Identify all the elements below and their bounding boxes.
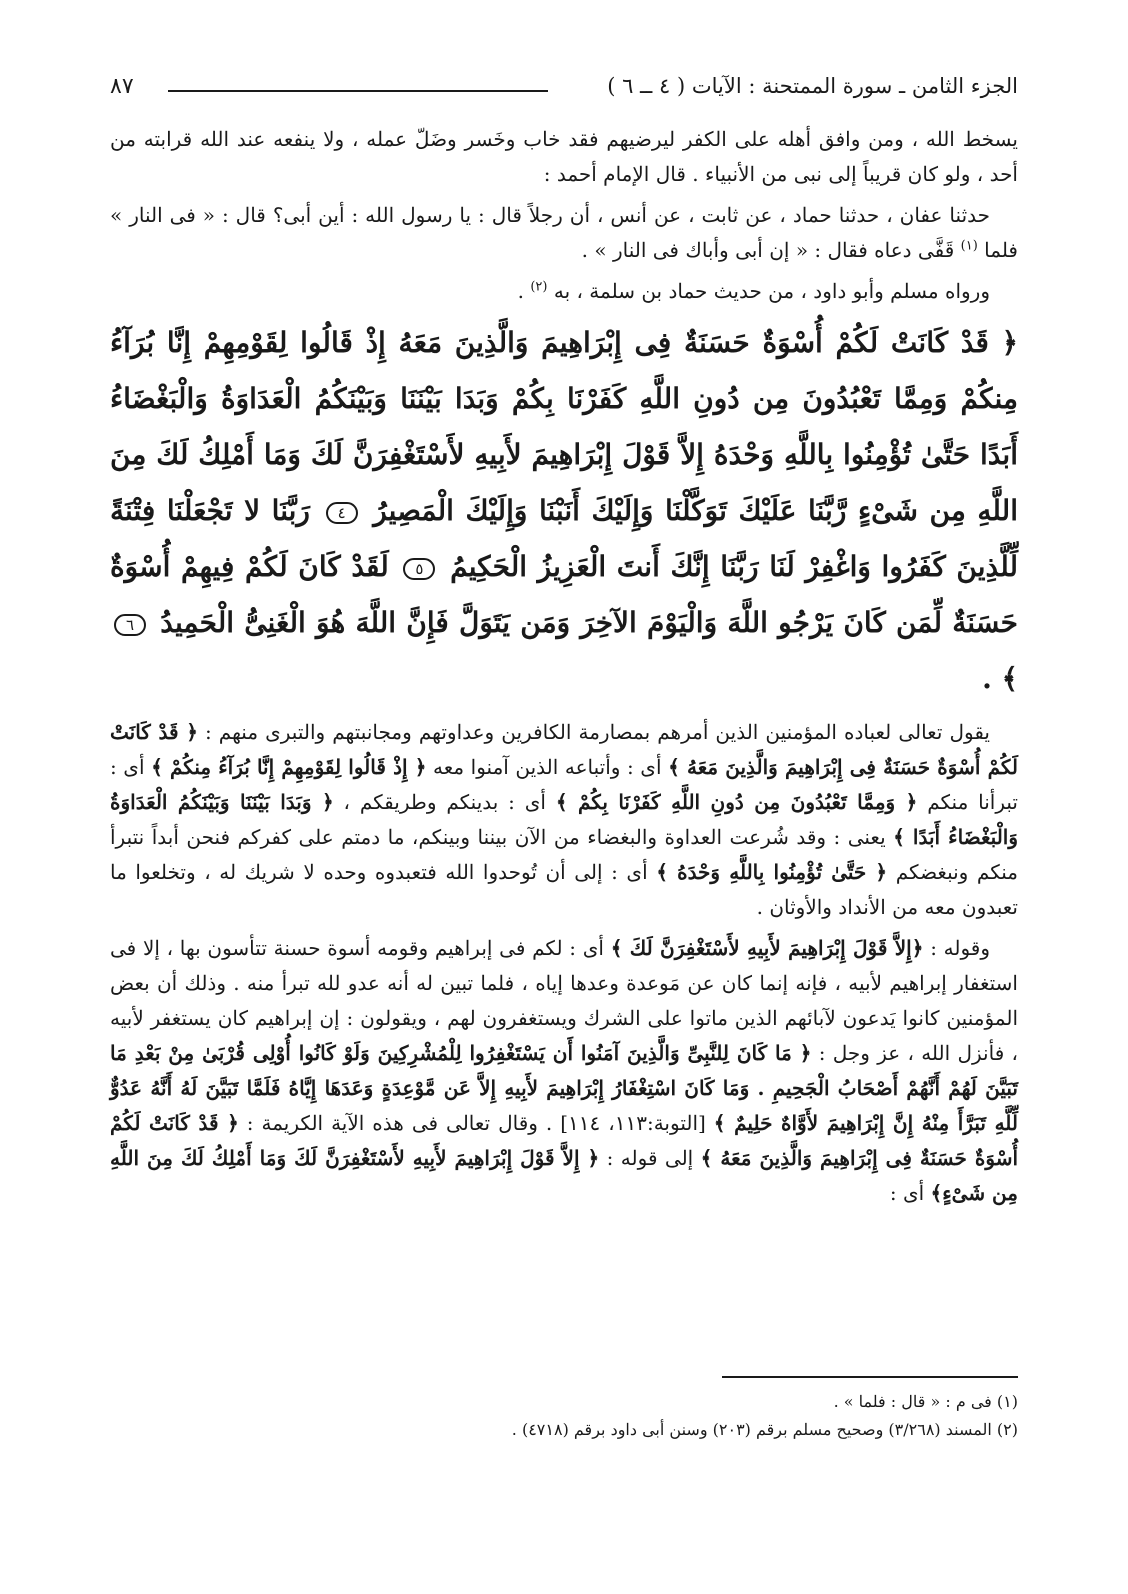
quran-verse-5: رَبَّنَا لا تَجْعَلْنَا فِتْنَةً لِّلَّذِينَ كَفَرُوا وَاغْفِرْ لَنَا رَبَّنَا إِنَّكَ أَنتَ الْعَزِيزُ الْحَكِيمُ xyxy=(110,494,1019,583)
quoted-verse: ﴿ إِذْ قَالُوا لِقَوْمِهِمْ إِنَّا بُرَآءُ مِنكُمْ ﴾ xyxy=(151,755,427,779)
quran-verse-4: ﴿ قَدْ كَانَتْ لَكُمْ أُسْوَةٌ حَسَنَةٌ فِى إِبْرَاهِيمَ وَالَّذِينَ مَعَهُ إِذْ قَالُوا لِقَوْمِهِمْ إِنَّا بُرَآءُ مِنكُمْ وَمِمَّا تَعْبُدُونَ مِن دُونِ اللَّهِ كَفَرْنَا بِكُمْ وَبَدَا بَيْنَنَا وَبَيْنَكُمُ الْعَدَاوَةُ وَالْبَغْضَاءُ أَبَدًا حَتَّىٰ تُؤْمِنُوا بِاللَّهِ وَحْدَهُ إِلاَّ قَوْلَ إِبْرَاهِيمَ لأَبِيهِ لأَسْتَغْفِرَنَّ لَكَ وَمَا أَمْلِكُ لَكَ مِنَ اللَّهِ مِن شَىْءٍ رَّبَّنَا عَلَيْكَ تَوَكَّلْنَا وَإِلَيْكَ أَنَبْنَا وَإِلَيْكَ الْمَصِيرُ xyxy=(110,326,1018,527)
quoted-verse: ﴿ قَدْ كَانَتْ لَكُمْ أُسْوَةٌ حَسَنَةٌ فِى إِبْرَاهِيمَ وَالَّذِينَ مَعَهُ ﴾ xyxy=(110,1111,1019,1170)
ayah-number-5: ٥ xyxy=(403,558,435,580)
header-rule xyxy=(168,90,548,92)
quoted-verse: ﴿ قَدْ كَانَتْ لَكُمْ أُسْوَةٌ حَسَنَةٌ فِى إِبْرَاهِيمَ وَالَّذِينَ مَعَهُ ﴾ xyxy=(110,720,1019,779)
footnote-ref-1[interactable]: (١) xyxy=(960,238,978,254)
quoted-verse: ﴿ وَمِمَّا تَعْبُدُونَ مِن دُونِ اللَّهِ كَفَرْنَا بِكُمْ ﴾ xyxy=(555,790,918,814)
footnote-rule xyxy=(722,1376,1018,1378)
intro-paragraph-1: يسخط الله ، ومن وافق أهله على الكفر ليرضيهم فقد خاب وخَسر وضَلّ عمله ، ولا ينفعه عند الله قرابته من أحد ، ولو كان قريباً إلى نبى من الأنبياء . قال الإمام أحمد : xyxy=(110,127,1018,186)
quran-passage: ﴿ قَدْ كَانَتْ لَكُمْ أُسْوَةٌ حَسَنَةٌ فِى إِبْرَاهِيمَ وَالَّذِينَ مَعَهُ إِذْ قَالُوا لِقَوْمِهِمْ إِنَّا بُرَآءُ مِنكُمْ وَمِمَّا تَعْبُدُونَ مِن دُونِ اللَّهِ كَفَرْنَا بِكُمْ وَبَدَا بَيْنَنَا وَبَيْنَكُمُ الْعَدَاوَةُ وَالْبَغْضَاءُ أَبَدًا حَتَّىٰ تُؤْمِنُوا بِاللَّهِ وَحْدَهُ إِلاَّ قَوْلَ إِبْرَاهِيمَ لأَبِيهِ لأَسْتَغْفِرَنَّ لَكَ وَمَا أَمْلِكُ لَكَ مِنَ اللَّهِ مِن شَىْءٍ رَّبَّنَا عَلَيْكَ تَوَكَّلْنَا وَإِلَيْكَ أَنَبْنَا وَإِلَيْكَ الْمَصِيرُ ٤ رَبَّنَا لا تَجْعَلْنَا فِتْنَةً لِّلَّذِينَ كَفَرُوا وَاغْفِرْ لَنَا رَبَّنَا إِنَّكَ أَنتَ الْعَزِيزُ الْحَكِيمُ ٥ لَقَدْ كَانَ لَكُمْ فِيهِمْ أُسْوَةٌ حَسَنَةٌ لِّمَن كَانَ يَرْجُو اللَّهَ وَالْيَوْمَ الآخِرَ وَمَن يَتَوَلَّ فَإِنَّ اللَّهَ هُوَ الْغَنِىُّ الْحَمِيدُ ٦ ﴾ . xyxy=(110,326,1019,695)
narration-paragraph: ورواه مسلم وأبو داود ، من حديث حماد بن سلمة ، به $^{(٢)}$ . xyxy=(517,279,990,303)
footnote-ref-2[interactable]: (٢) xyxy=(530,279,548,295)
header-title: الجزء الثامن ـ سورة الممتحنة : الآيات ( ٤ ــ ٦ ) xyxy=(607,74,1018,98)
tafsir-paragraph-2: وقوله : ﴿إِلاَّ قَوْلَ إِبْرَاهِيمَ لأَبِيهِ لأَسْتَغْفِرَنَّ لَكَ ﴾ أى : لكم فى إبراهيم وقومه أسوة حسنة تتأسون بها ، إلا فى استغفار إبراهيم لأبيه ، فإنه إنما كان عن مَوعدة وعدها إياه ، فلما تبين له أنه عدو لله تبرأ منه . وذلك أن بعض المؤمنين كانوا يَدعون لآبائهم الذين ماتوا على الشرك ويستغفرون لهم ، ويقولون : إن إبراهيم كان يستغفر لأبيه ، فأنزل الله ، عز وجل : ﴿ مَا كَانَ لِلنَّبِىِّ وَالَّذِينَ آمَنُوا أَن يَسْتَغْفِرُوا لِلْمُشْرِكِينَ وَلَوْ كَانُوا أُوْلِى قُرْبَىٰ مِنْ بَعْدِ مَا تَبَيَّنَ لَهُمْ أَنَّهُمْ أَصْحَابُ الْجَحِيمِ . وَمَا كَانَ اسْتِغْفَارُ إِبْرَاهِيمَ لأَبِيهِ إِلاَّ عَن مَّوْعِدَةٍ وَعَدَهَا إِيَّاهُ فَلَمَّا تَبَيَّنَ لَهُ أَنَّهُ عَدُوٌّ لِّلَّهِ تَبَرَّأَ مِنْهُ إِنَّ إِبْرَاهِيمَ لأَوَّاهٌ حَلِيمٌ ﴾ [التوبة:١١٣، ١١٤] . وقال تعالى فى هذه الآية الكريمة : ﴿ قَدْ كَانَتْ لَكُمْ أُسْوَةٌ حَسَنَةٌ فِى إِبْرَاهِيمَ وَالَّذِينَ مَعَهُ ﴾ إلى قوله : ﴿ إِلاَّ قَوْلَ إِبْرَاهِيمَ لأَبِيهِ لأَسْتَغْفِرَنَّ لَكَ وَمَا أَمْلِكُ لَكَ مِنَ اللَّهِ مِن شَىْءٍ﴾ أى : xyxy=(110,936,1019,1205)
page-number: ٨٧ xyxy=(110,74,134,99)
quran-verse-6: لَقَدْ كَانَ لَكُمْ فِيهِمْ أُسْوَةٌ حَسَنَةٌ لِّمَن كَانَ يَرْجُو اللَّهَ وَالْيَوْمَ الآخِرَ وَمَن يَتَوَلَّ فَإِنَّ اللَّهَ هُوَ الْغَنِىُّ الْحَمِيدُ xyxy=(110,550,1018,639)
quoted-verse: ﴿ وَبَدَا بَيْنَنَا وَبَيْنَكُمُ الْعَدَاوَةُ وَالْبَغْضَاءُ أَبَدًا ﴾ xyxy=(110,790,1019,849)
hadith-paragraph: حدثنا عفان ، حدثنا حماد ، عن ثابت ، عن أنس ، أن رجلاً قال : يا رسول الله : أين أبى؟ قال : « فى النار » فلما $^{(١)}$ قَفَّى دعاه فقال : « إن أبى وأباك فى النار » . xyxy=(110,203,1018,262)
ayah-number-4: ٤ xyxy=(326,502,358,524)
footnote-1: (١) فى م : « قال : فلما » . xyxy=(833,1392,1018,1411)
quoted-verse: ﴿إِلاَّ قَوْلَ إِبْرَاهِيمَ لأَبِيهِ لأَسْتَغْفِرَنَّ لَكَ ﴾ xyxy=(610,936,924,960)
quoted-verse: ﴿ إِلاَّ قَوْلَ إِبْرَاهِيمَ لأَبِيهِ لأَسْتَغْفِرَنَّ لَكَ وَمَا أَمْلِكُ لَكَ مِنَ اللَّهِ مِن شَىْءٍ﴾ xyxy=(110,1146,1018,1205)
ayah-number-6: ٦ xyxy=(114,614,146,636)
quoted-verse: ﴿ مَا كَانَ لِلنَّبِىِّ وَالَّذِينَ آمَنُوا أَن يَسْتَغْفِرُوا لِلْمُشْرِكِينَ وَلَوْ كَانُوا أُوْلِى قُرْبَىٰ مِنْ بَعْدِ مَا تَبَيَّنَ لَهُمْ أَنَّهُمْ أَصْحَابُ الْجَحِيمِ . وَمَا كَانَ اسْتِغْفَارُ إِبْرَاهِيمَ لأَبِيهِ إِلاَّ عَن مَّوْعِدَةٍ وَعَدَهَا إِيَّاهُ فَلَمَّا تَبَيَّنَ لَهُ أَنَّهُ عَدُوٌّ لِّلَّهِ تَبَرَّأَ مِنْهُ إِنَّ إِبْرَاهِيمَ لأَوَّاهٌ حَلِيمٌ ﴾ xyxy=(110,1041,1019,1135)
tafsir-paragraph-1: يقول تعالى لعباده المؤمنين الذين أمرهم بمصارمة الكافرين وعداوتهم ومجانبتهم والتبرى منهم : ﴿ قَدْ كَانَتْ لَكُمْ أُسْوَةٌ حَسَنَةٌ فِى إِبْرَاهِيمَ وَالَّذِينَ مَعَهُ ﴾ أى : وأتباعه الذين آمنوا معه ﴿ إِذْ قَالُوا لِقَوْمِهِمْ إِنَّا بُرَآءُ مِنكُمْ ﴾ أى : تبرأنا منكم ﴿ وَمِمَّا تَعْبُدُونَ مِن دُونِ اللَّهِ كَفَرْنَا بِكُمْ ﴾ أى : بدينكم وطريقكم ، ﴿ وَبَدَا بَيْنَنَا وَبَيْنَكُمُ الْعَدَاوَةُ وَالْبَغْضَاءُ أَبَدًا ﴾ يعنى : وقد شُرعت العداوة والبغضاء من الآن بيننا وبينكم، ما دمتم على كفركم فنحن أبداً نتبرأ منكم ونبغضكم ﴿ حَتَّىٰ تُؤْمِنُوا بِاللَّهِ وَحْدَهُ ﴾ أى : إلى أن تُوحدوا الله فتعبدوه وحده لا شريك له ، وتخلعوا ما تعبدون معه من الأنداد والأوثان . xyxy=(110,720,1019,919)
footnote-2: (٢) المسند (٣/٢٦٨) وصحيح مسلم برقم (٢٠٣) وسنن أبى داود برقم (٤٧١٨) . xyxy=(511,1420,1018,1439)
page-body xyxy=(110,122,1018,1217)
footnotes xyxy=(110,1388,1018,1444)
running-header xyxy=(110,70,1018,110)
quoted-verse: ﴿ حَتَّىٰ تُؤْمِنُوا بِاللَّهِ وَحْدَهُ ﴾ xyxy=(656,860,888,884)
